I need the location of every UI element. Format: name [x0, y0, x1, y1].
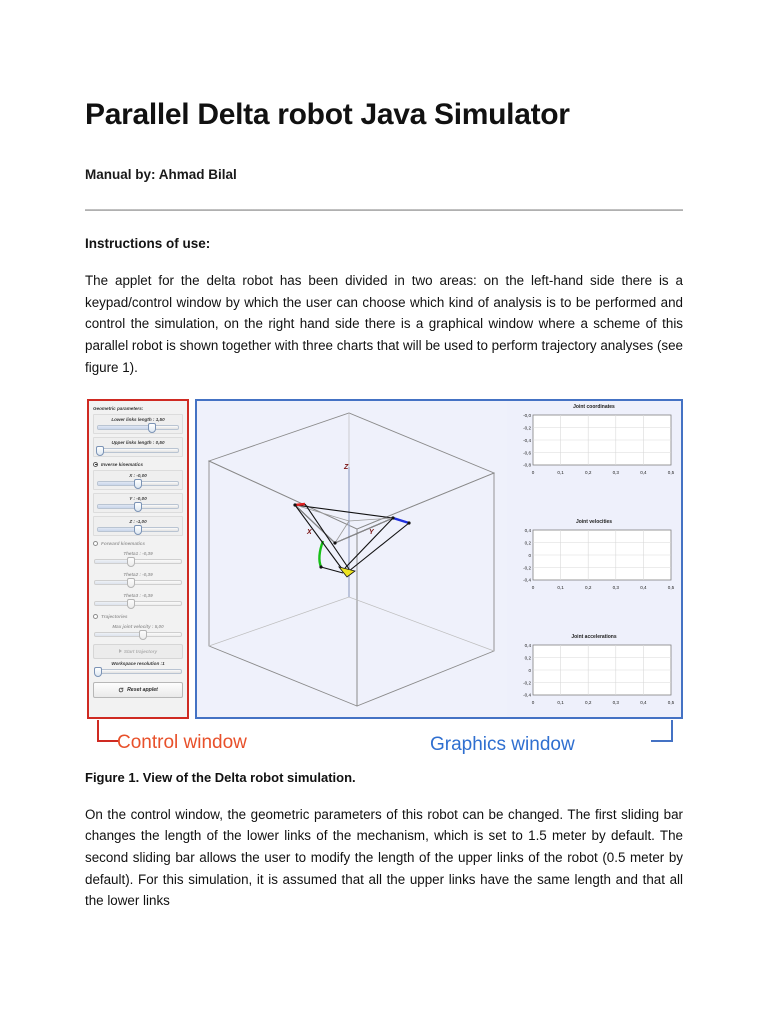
slider-max-joint-velocity-fill	[95, 633, 143, 636]
figure-annotations	[85, 726, 685, 768]
slider-theta2-thumb[interactable]	[127, 578, 135, 588]
slider-theta2[interactable]	[93, 570, 183, 588]
svg-text:0,5: 0,5	[667, 584, 675, 590]
graphics-window-leader-line	[651, 720, 673, 742]
slider-y-thumb[interactable]	[134, 502, 142, 512]
actuator-green	[319, 541, 323, 567]
radio-button-icon[interactable]	[93, 614, 98, 619]
radio-button-icon[interactable]	[93, 541, 98, 546]
svg-text:-0,6: -0,6	[523, 450, 531, 456]
chart-joint-coordinates-plot	[511, 412, 677, 484]
slider-y-fill	[98, 505, 138, 508]
chart-2-y-ticks	[523, 643, 531, 698]
slider-theta2-fill	[95, 581, 131, 584]
chart-joint-coordinates	[511, 404, 677, 484]
slider-x-thumb[interactable]	[134, 479, 142, 489]
figure-caption: Figure 1. View of the Delta robot simulation.	[85, 769, 356, 785]
slider-theta3[interactable]	[93, 591, 183, 609]
svg-text:0,4: 0,4	[524, 527, 531, 533]
page-title: Parallel Delta robot Java Simulator	[85, 98, 570, 131]
start-trajectory-label: Start trajectory	[123, 648, 158, 654]
chart-joint-accelerations	[511, 634, 677, 714]
slider-x-fill	[98, 482, 138, 485]
slider-theta1-track[interactable]	[94, 559, 182, 564]
charts-column	[507, 401, 681, 717]
slider-z-thumb[interactable]	[134, 525, 142, 535]
axis-x-label: X	[307, 528, 312, 536]
cube-hidden-edges	[209, 413, 494, 651]
chart-joint-accelerations-plot	[511, 642, 677, 714]
slider-theta3-thumb[interactable]	[127, 599, 135, 609]
radio-forward-kinematics-label: Forward kinematics	[101, 540, 146, 546]
slider-theta3-track[interactable]	[94, 601, 182, 606]
slider-workspace-resolution[interactable]	[93, 659, 183, 677]
radio-trajectories[interactable]	[93, 614, 183, 619]
slider-theta2-track[interactable]	[94, 580, 182, 585]
slider-z-label: Z : -1,00	[129, 518, 147, 524]
svg-text:0: 0	[528, 667, 531, 673]
svg-text:0,4: 0,4	[640, 699, 647, 705]
slider-y-track[interactable]	[97, 504, 179, 509]
radio-forward-kinematics[interactable]	[93, 541, 183, 546]
svg-text:0,5: 0,5	[667, 469, 675, 475]
actuator-blue	[393, 518, 409, 523]
radio-inverse-kinematics-label: Inverse kinematics	[101, 461, 143, 467]
chart-joint-velocities	[511, 519, 677, 599]
graphics-window[interactable]	[195, 399, 683, 719]
svg-text:0: 0	[531, 469, 535, 475]
slider-z[interactable]	[93, 516, 183, 536]
svg-text:0,2: 0,2	[585, 699, 592, 705]
svg-text:-0,4: -0,4	[523, 692, 531, 698]
paragraph-control-window: On the control window, the geometric parameters of this robot can be changed. The first sliding bar changes the length of the lower links of the mechanism, which is set to 1.5 meter by default. The second sliding bar allows the user to modify the length of the upper links of the robot (0.5 meter by default). For this simulation, it is assumed that all the upper links have the same length and that all the lower links	[85, 806, 683, 909]
slider-y[interactable]	[93, 493, 183, 513]
control-window-annotation: Control window	[117, 731, 247, 753]
control-window-leader-line	[97, 720, 119, 742]
chart-0-y-ticks	[523, 413, 531, 468]
svg-text:0: 0	[528, 552, 531, 558]
slider-theta1[interactable]	[93, 549, 183, 567]
svg-text:-0,2: -0,2	[523, 565, 531, 571]
reset-applet-button[interactable]	[93, 682, 183, 698]
slider-theta2-label: Theta2 : -0,39	[123, 571, 153, 577]
author-byline: Manual by: Ahmad Bilal	[85, 167, 237, 182]
chart-joint-velocities-svg	[511, 527, 677, 599]
control-window[interactable]	[87, 399, 189, 719]
svg-text:0,3: 0,3	[612, 584, 619, 590]
axis-z-label: Z	[344, 463, 349, 471]
svg-text:0,2: 0,2	[585, 469, 592, 475]
slider-theta1-label: Theta1 : -0,39	[123, 550, 153, 556]
geometric-parameters-heading: Geometric parameters:	[93, 405, 144, 411]
chart-joint-coordinates-svg	[511, 412, 677, 484]
slider-y-label: Y : -0,00	[129, 495, 147, 501]
radio-inverse-kinematics[interactable]	[93, 462, 183, 467]
slider-lower-links-track[interactable]	[97, 425, 179, 430]
play-icon	[119, 649, 122, 653]
slider-max-joint-velocity-thumb[interactable]	[139, 630, 147, 640]
svg-text:-0,2: -0,2	[523, 425, 531, 431]
svg-text:0,3: 0,3	[612, 469, 619, 475]
slider-z-track[interactable]	[97, 527, 179, 532]
svg-text:0,4: 0,4	[524, 642, 531, 648]
slider-theta3-label: Theta3 : -0,39	[123, 592, 153, 598]
figure-1	[85, 399, 685, 724]
slider-max-joint-velocity[interactable]	[93, 622, 183, 640]
svg-text:-0,0: -0,0	[523, 412, 531, 418]
svg-text:0,5: 0,5	[667, 699, 675, 705]
slider-x-label: X : -0,00	[129, 472, 147, 478]
radio-trajectories-label: Trajectories	[101, 613, 128, 619]
slider-x[interactable]	[93, 470, 183, 490]
chart-2-x-ticks	[532, 700, 675, 705]
chart-joint-accelerations-title: Joint accelerations	[571, 633, 617, 640]
svg-text:-0,4: -0,4	[523, 437, 531, 443]
svg-text:-0,8: -0,8	[523, 462, 531, 468]
start-trajectory-button[interactable]	[93, 644, 183, 659]
slider-theta3-fill	[95, 602, 131, 605]
slider-upper-links-track[interactable]	[97, 448, 179, 453]
chart-0-x-ticks	[532, 470, 675, 475]
slider-workspace-resolution-label: Workspace resolution :1	[111, 660, 165, 666]
chart-joint-accelerations-svg	[511, 642, 677, 714]
chart-joint-velocities-title: Joint velocities	[575, 518, 613, 525]
chart-joint-coordinates-title: Joint coordinates	[573, 403, 615, 410]
chart-joint-velocities-plot	[511, 527, 677, 599]
robot-3d-viewport[interactable]	[197, 401, 507, 717]
bounding-cube	[209, 413, 494, 706]
slider-max-joint-velocity-track[interactable]	[94, 632, 182, 637]
svg-text:0: 0	[531, 584, 535, 590]
horizontal-divider	[85, 209, 683, 211]
slider-workspace-resolution-track[interactable]	[94, 669, 182, 674]
slider-workspace-resolution-thumb[interactable]	[94, 667, 102, 677]
section-heading: Instructions of use:	[85, 236, 211, 251]
svg-text:0,1: 0,1	[557, 584, 564, 590]
svg-text:0: 0	[531, 699, 535, 705]
delta-robot-scene	[197, 401, 507, 717]
chart-1-y-ticks	[523, 528, 531, 583]
svg-text:0,4: 0,4	[640, 469, 647, 475]
slider-theta1-fill	[95, 560, 131, 563]
slider-upper-links-label: Upper links length : 0,50	[111, 439, 165, 445]
svg-text:-0,4: -0,4	[523, 577, 531, 583]
slider-max-joint-velocity-label: Max joint velocity : 5,00	[112, 623, 164, 629]
slider-lower-links-thumb[interactable]	[148, 423, 156, 433]
slider-upper-links-thumb[interactable]	[96, 446, 104, 456]
svg-text:-0,2: -0,2	[523, 680, 531, 686]
svg-text:0,2: 0,2	[524, 540, 531, 546]
refresh-icon	[118, 687, 124, 693]
slider-lower-links-label: Lower links length : 1,50	[111, 416, 165, 422]
paragraph-intro: The applet for the delta robot has been divided in two areas: on the left-hand side there is a keypad/control window by which the user can choose which kind of analysis is to be performed and control the simulation, on the right hand side there is a graphical window where a scheme of this parallel robot is shown together with three charts that will be used to perform trajectory analyses (see figure 1).	[85, 273, 683, 375]
slider-lower-links[interactable]	[93, 414, 183, 434]
chart-1-x-ticks	[532, 585, 675, 590]
svg-text:0,1: 0,1	[557, 469, 564, 475]
reset-applet-label: Reset applet	[127, 686, 158, 693]
slider-lower-links-fill	[98, 426, 152, 429]
slider-theta1-thumb[interactable]	[127, 557, 135, 567]
slider-z-fill	[98, 528, 138, 531]
graphics-window-annotation: Graphics window	[430, 733, 575, 755]
svg-text:0,2: 0,2	[524, 655, 531, 661]
radio-button-icon[interactable]	[93, 462, 98, 467]
svg-text:0,2: 0,2	[585, 584, 592, 590]
svg-text:0,1: 0,1	[557, 699, 564, 705]
svg-text:0,4: 0,4	[640, 584, 647, 590]
slider-x-track[interactable]	[97, 481, 179, 486]
axis-y-label: Y	[369, 528, 374, 536]
slider-upper-links[interactable]	[93, 437, 183, 457]
svg-text:0,3: 0,3	[612, 699, 619, 705]
